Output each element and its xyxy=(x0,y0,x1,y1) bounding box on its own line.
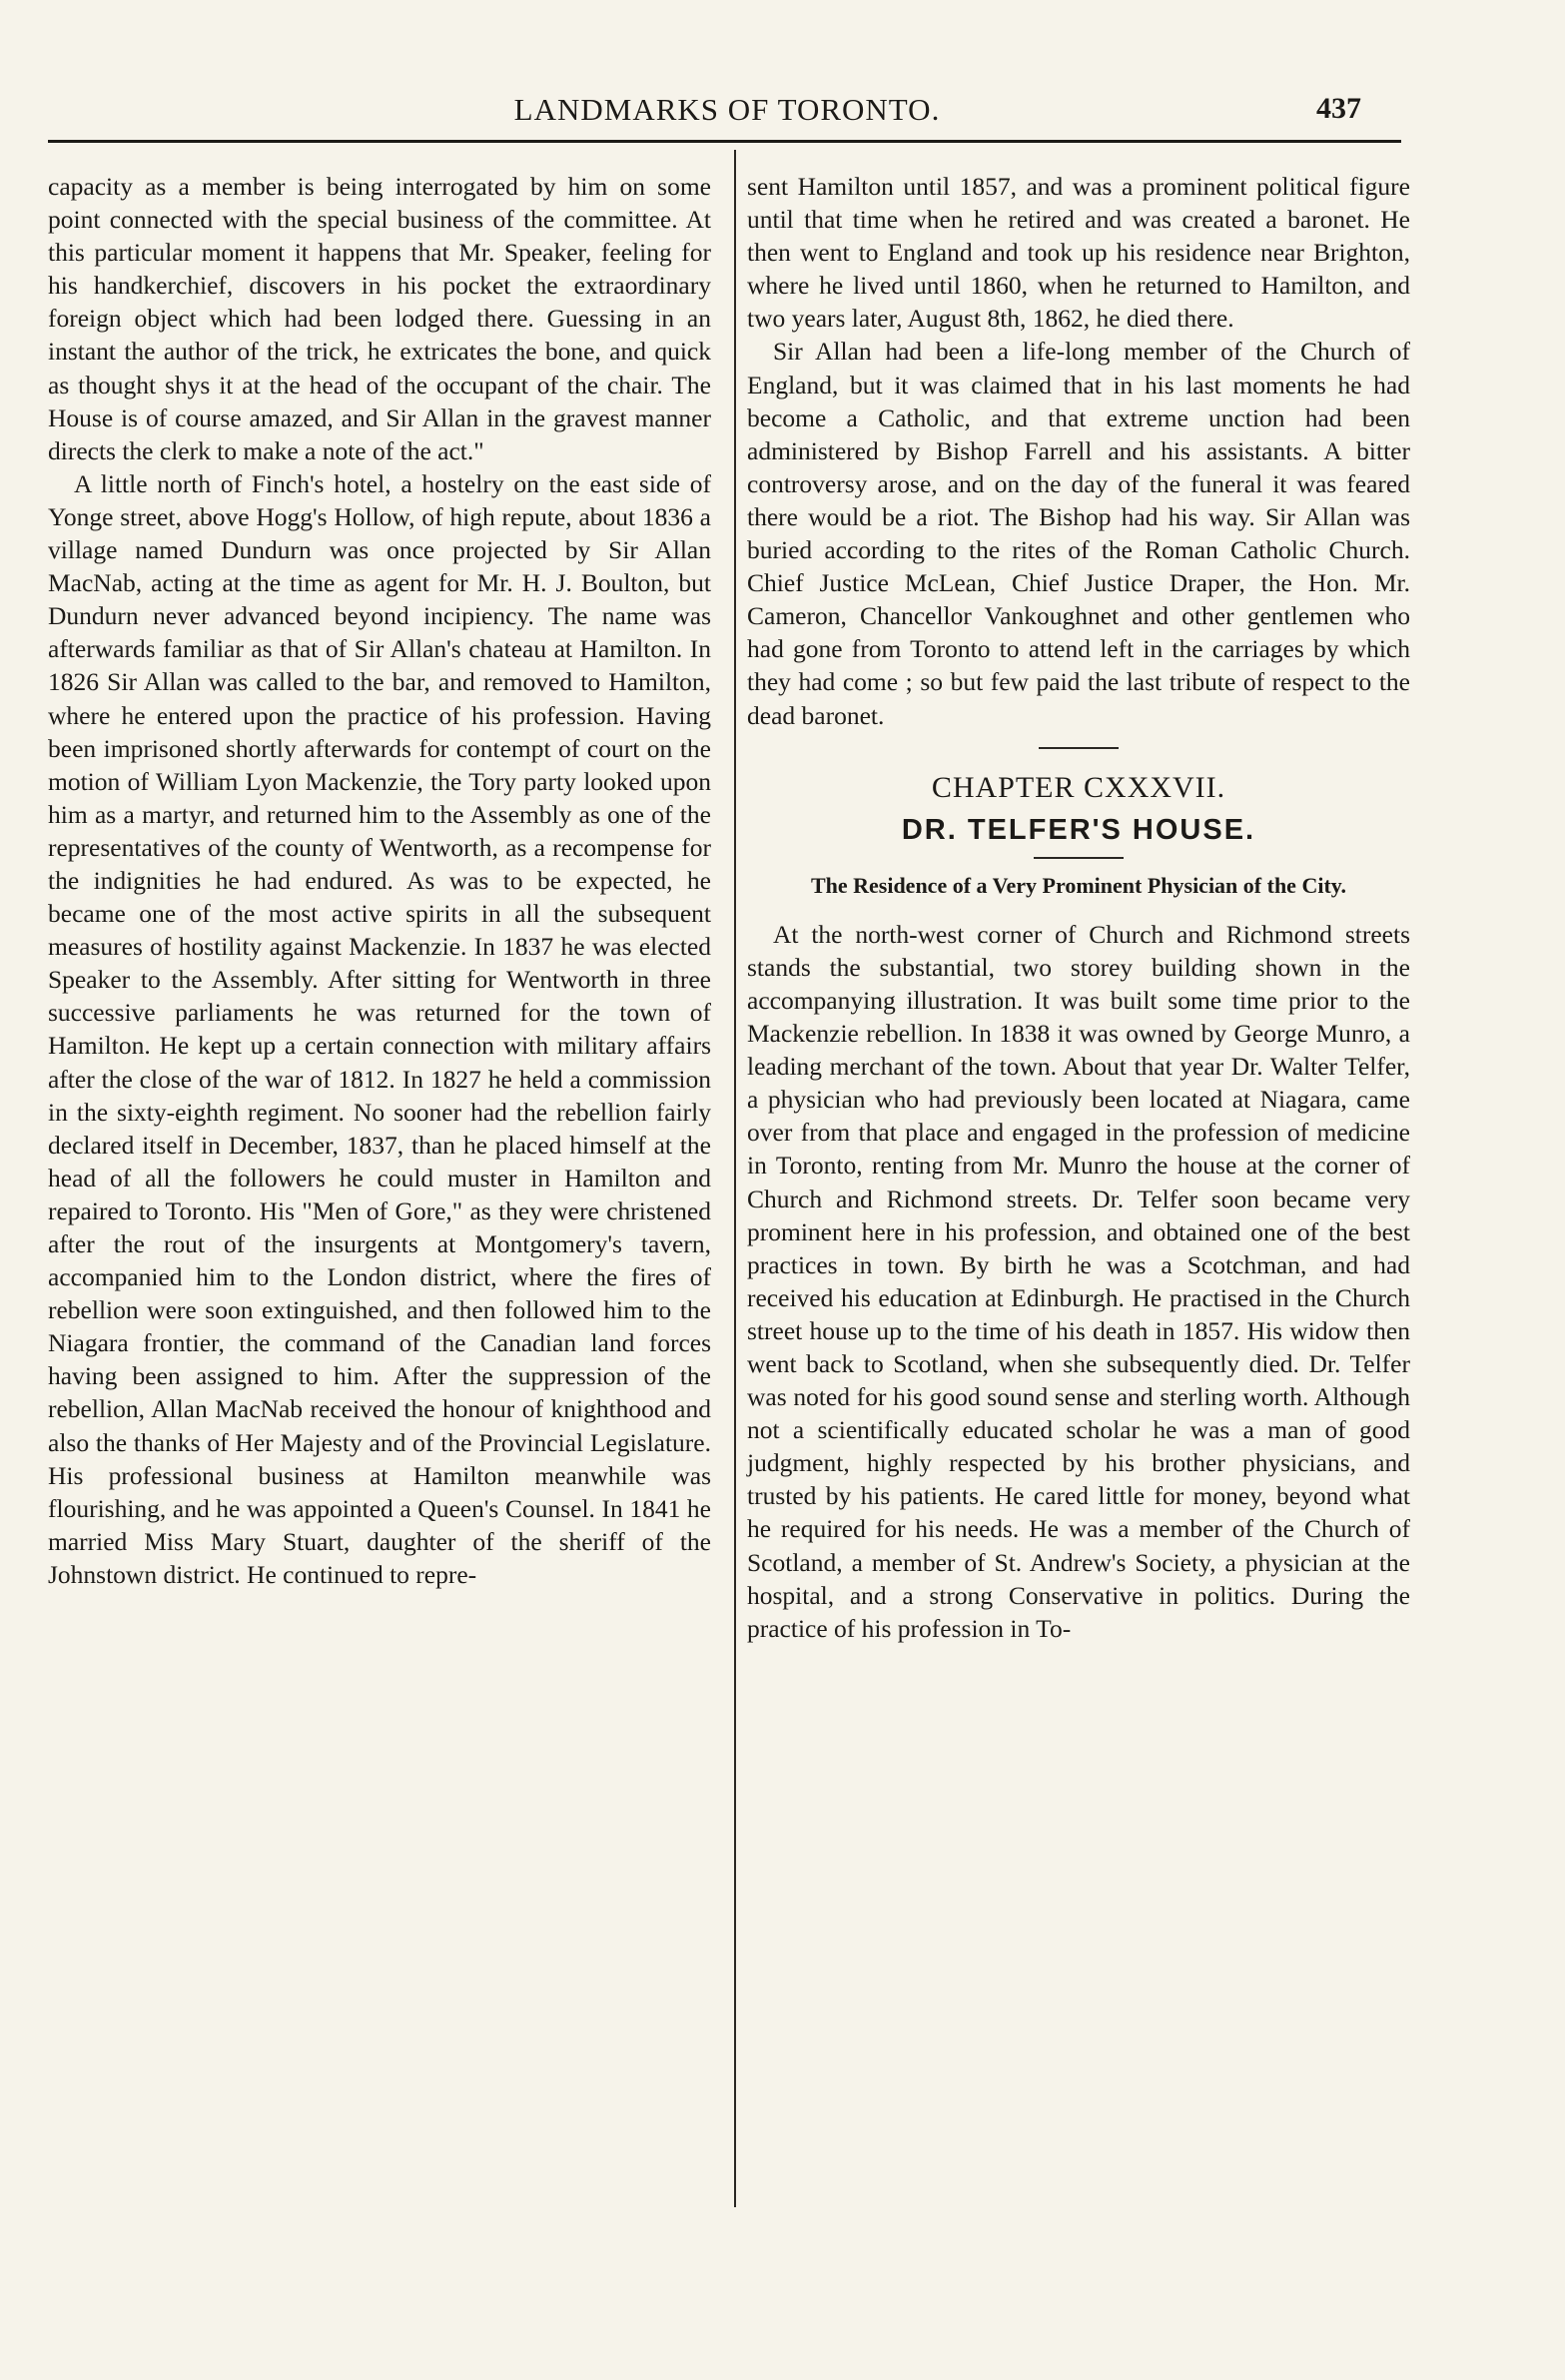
right-column xyxy=(747,170,1410,1645)
running-title: LANDMARKS OF TORONTO. xyxy=(513,92,941,127)
chapter-rule xyxy=(1034,857,1124,859)
column-divider xyxy=(734,150,736,2207)
paragraph: Sir Allan had been a life-long member of the Church of England, but it was claimed that in his last moments he had become a Catholic, and that extreme unction had been administered by Bishop Farrell and his assistants. A bitter controversy arose, and on the day of the funeral it was feared there would be a riot. The Bishop had his way. Sir Allan was buried according to the rites of the Roman Catholic Church. Chief Justice McLean, Chief Justice Draper, the Hon. Mr. Cameron, Chancellor Vankoughnet and other gentlemen who had gone from Toronto to attend left in the carriages by which they had come ; so but few paid the last tribute of respect to the dead baronet. xyxy=(747,337,1410,730)
paragraph: sent Hamilton until 1857, and was a prominent political figure until that time when he retired and was created a baronet. He then went to England and took up his residence near Brighton, where he lived until 1860, when he returned to Hamilton, and two years later, August 8th, 1862, he died there. xyxy=(747,172,1410,334)
page-header xyxy=(0,92,1565,132)
page-number: 437 xyxy=(1316,92,1361,125)
header-rule xyxy=(48,140,1401,143)
left-column xyxy=(48,170,711,1591)
paragraph: At the north-west corner of Church and Richmond streets stands the substantial, two storey building shown in the accompanying illustration. It was built some time prior to the Mackenzie rebellion. In 1838 it was owned by George Munro, a leading merchant of the town. About that year Dr. Walter Telfer, a physician who had previously been located at Niagara, came over from that place and engaged in the profession of medicine in Toronto, renting from Mr. Munro the house at the corner of Church and Richmond streets. Dr. Telfer soon became very prominent here in his profession, and obtained one of the best practices in town. By birth he was a Scotchman, and had received his education at Edinburgh. He practised in the Church street house up to the time of his death in 1857. His widow then went back to Scotland, when she subsequently died. Dr. Telfer was noted for his good sound sense and sterling worth. Although not a scientifically educated scholar he was a man of good judgment, highly respected by his brother physicians, and trusted by his patients. He cared little for money, beyond what he required for his needs. He was a member of the Church of Scotland, a member of St. Andrew's Society, a physician at the hospital, and a strong Conservative in politics. During the practice of his profession in To- xyxy=(747,919,1410,1643)
chapter-subtitle: The Residence of a Very Prominent Physician of the City. xyxy=(810,872,1347,898)
paragraph: capacity as a member is being interrogated by him on some point connected with the special business of the committee. At this particular moment it happens that Mr. Speaker, feeling for his handkerchief, discovers in his pocket the extraordinary foreign object which had been lodged there. Guessing in an instant the author of the trick, he extricates the bone, and quick as thought shys it at the head of the occupant of the chair. The House is of course amazed, and Sir Allan in the gravest manner directs the clerk to make a note of the act." xyxy=(48,172,711,465)
section-rule xyxy=(1039,747,1119,749)
chapter-number: CHAPTER CXXXVII. xyxy=(931,770,1226,804)
paragraph: A little north of Finch's hotel, a hostelry on the east side of Yonge street, above Hogg's Hollow, of high repute, about 1836 a village named Dundurn was once projected by Sir Allan MacNab, acting at the time as agent for Mr. H. J. Boulton, but Dundurn never advanced beyond incipiency. The name was afterwards familiar as that of Sir Allan's chateau at Hamilton. In 1826 Sir Allan was called to the bar, and removed to Hamilton, where he entered upon the practice of his profession. Having been imprisoned shortly afterwards for contempt of court on the motion of William Lyon Mackenzie, the Tory party looked upon him as a martyr, and returned him to the Assembly as one of the representatives of the county of Wentworth, as a recompense for the indignities he had endured. As was to be expected, he became one of the most active spirits in all the subsequent measures of hostility against Mackenzie. In 1837 he was elected Speaker to the Assembly. After sitting for Wentworth in three successive parliaments he was returned for the town of Hamilton. He kept up a certain connection with military affairs after the close of the war of 1812. In 1827 he held a commission in the sixty-eighth regiment. No sooner had the rebellion fairly declared itself in December, 1837, than he placed himself at the head of all the followers he could muster in Hamilton and repaired to Toronto. His "Men of Gore," as they were christened after the rout of the insurgents at Montgomery's tavern, accompanied him to the London district, where the fires of rebellion were soon extinguished, and then followed him to the Niagara frontier, the command of the Canadian land forces having been assigned to him. After the suppression of the rebellion, Allan MacNab received the honour of knighthood and also the thanks of Her Majesty and of the Provincial Legislature. His professional business at Hamilton meanwhile was flourishing, and he was appointed a Queen's Counsel. In 1841 he married Miss Mary Stuart, daughter of the sheriff of the Johnstown district. He continued to repre- xyxy=(48,468,711,1589)
chapter-title: DR. TELFER'S HOUSE. xyxy=(901,813,1256,846)
